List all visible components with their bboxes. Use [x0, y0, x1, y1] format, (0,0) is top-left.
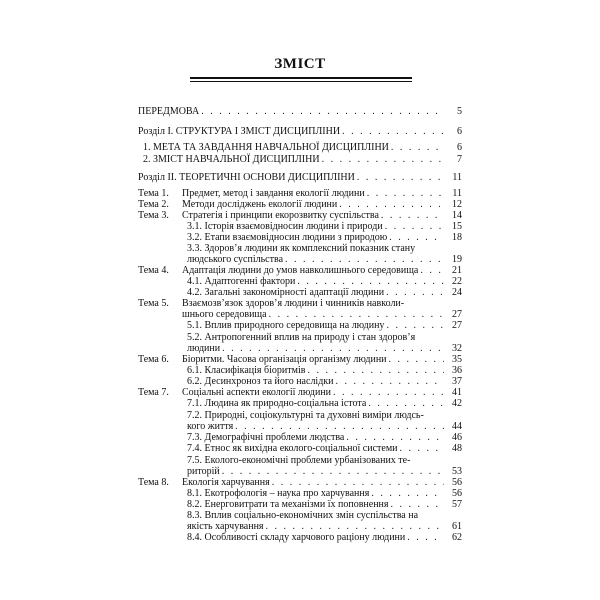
toc-entry-section-1[interactable]	[138, 127, 462, 138]
toc-entry-text: 3.1. Історія взаємовідносин людини і природи	[187, 221, 383, 232]
toc-entry-text: 7.1. Людина як природно-соціальна істота	[187, 398, 367, 409]
toc-entry-s1-item-2[interactable]	[143, 155, 462, 166]
toc-leader-dots	[387, 233, 444, 244]
toc-entry-text: 7.4. Етнос як вихідна еколого-соціальної системи	[187, 443, 398, 454]
toc-entry-text: 3.3. Здоров’я людини як комплексний показник стану	[187, 243, 416, 254]
toc-page-number: 11	[452, 172, 462, 183]
toc-page-number: 11	[452, 188, 462, 199]
toc-entry-section-2[interactable]	[138, 173, 462, 184]
toc-leader-dots	[418, 266, 444, 277]
toc-page-number: 6	[457, 142, 462, 153]
toc-entry-text: 6.1. Класифікація біоритмів	[187, 365, 306, 376]
toc-entry-t6-1[interactable]	[187, 366, 462, 377]
toc-leader-dots	[379, 211, 444, 222]
toc-leader-dots	[283, 255, 444, 266]
toc-page-number: 41	[452, 387, 462, 398]
toc-entry-text: 7.5. Еколого-економічні проблеми урбанізованих те-	[187, 455, 411, 466]
toc-entry-t4-1[interactable]	[187, 277, 462, 288]
toc-entry-topic-7[interactable]	[182, 388, 462, 399]
toc-entry-text: 4.2. Загальні закономірності адаптації людини	[187, 287, 385, 298]
toc-leader-dots	[334, 377, 444, 388]
toc-page-number: 35	[452, 354, 462, 365]
toc-entry-topic-2[interactable]	[182, 200, 462, 211]
toc-topic-prefix: Тема 1.	[138, 188, 169, 199]
toc-page-number: 36	[452, 365, 462, 376]
toc-entry-text: 8.4. Особливості складу харчового раціону людини	[187, 532, 406, 543]
toc-leader-dots	[366, 399, 444, 410]
toc-leader-dots	[220, 467, 444, 478]
toc-entry-text: ПЕРЕДМОВА	[138, 106, 200, 117]
toc-page-number: 62	[452, 532, 462, 543]
toc-page-number: 24	[452, 287, 462, 298]
toc-page-number: 6	[457, 126, 462, 137]
toc-entry-t4-2[interactable]	[187, 288, 462, 299]
toc-entry-t5-2[interactable]	[187, 333, 462, 354]
toc-entry-t8-1[interactable]	[187, 489, 462, 500]
toc-page-number: 56	[452, 477, 462, 488]
toc-page-number: 18	[452, 232, 462, 243]
toc-entry-text: 8.1. Екотрофологія – наука про харчування	[187, 488, 370, 499]
toc-entry-t6-2[interactable]	[187, 377, 462, 388]
toc-leader-dots	[387, 355, 444, 366]
toc-entry-text: 5.1. Вплив природного середовища на людину	[187, 320, 385, 331]
toc-leader-dots	[320, 155, 444, 166]
toc-entry-text: Екологія харчування	[182, 477, 270, 488]
toc-page-number: 32	[452, 342, 462, 354]
toc-entry-text: 8.3. Вплив соціально-економічних змін суспільства на	[187, 510, 419, 521]
toc-entry-text: 1. МЕТА ТА ЗАВДАННЯ НАВЧАЛЬНОЇ ДИСЦИПЛІНИ	[143, 142, 389, 153]
toc-entry-t3-1[interactable]	[187, 222, 462, 233]
toc-entry-t5-1[interactable]	[187, 321, 462, 332]
toc-entry-t3-3[interactable]	[187, 244, 462, 265]
toc-entry-topic-6[interactable]	[182, 355, 462, 366]
toc-leader-dots	[337, 200, 444, 211]
toc-entry-text-continued: шнього середовища	[182, 308, 267, 320]
toc-page-number: 27	[452, 308, 462, 320]
toc-entry-text: 7.3. Демографічні проблеми людства	[187, 432, 345, 443]
toc-leader-dots	[355, 173, 444, 184]
toc-topic-prefix: Тема 3.	[138, 210, 169, 221]
toc-topic-prefix: Тема 5.	[138, 298, 169, 309]
toc-entry-text: 5.2. Антропогенний вплив на природу і стан здоров’я	[187, 332, 416, 343]
toc-entry-text: Стратегія і принципи екорозвитку суспільства	[182, 210, 379, 221]
toc-leader-dots	[295, 277, 444, 288]
toc-page-number: 53	[452, 465, 462, 477]
toc-leader-dots	[270, 478, 444, 489]
toc-page-number: 46	[452, 432, 462, 443]
toc-page-number: 19	[452, 253, 462, 265]
toc-entry-t7-5[interactable]	[187, 456, 462, 477]
toc-entry-text: Методи досліджень екології людини	[182, 199, 338, 210]
toc-leader-dots	[305, 366, 444, 377]
toc-leader-dots	[340, 127, 444, 138]
toc-entry-topic-3[interactable]	[182, 211, 462, 222]
toc-leader-dots	[365, 189, 444, 200]
toc-leader-dots	[389, 500, 444, 511]
toc-entry-text: Соціальні аспекти екології людини	[182, 387, 332, 398]
toc-leader-dots	[233, 422, 444, 433]
toc-leader-dots	[383, 222, 444, 233]
toc-leader-dots	[220, 344, 444, 355]
toc-page-number: 14	[452, 210, 462, 221]
toc-entry-t3-2[interactable]	[187, 233, 462, 244]
toc-entry-t8-4[interactable]	[187, 533, 462, 544]
toc-leader-dots	[384, 321, 444, 332]
toc-entry-text-continued: людини	[187, 342, 221, 354]
toc-entry-text-continued: кого життя	[187, 420, 234, 432]
toc-page-number: 27	[452, 320, 462, 331]
toc-page-number: 5	[457, 106, 462, 117]
toc-page-number: 7	[457, 154, 462, 165]
toc-leader-dots	[331, 388, 444, 399]
toc-entry-text: Розділ II. ТЕОРЕТИЧНІ ОСНОВИ ДИСЦИПЛІНИ	[138, 172, 355, 183]
toc-entry-s1-item-1[interactable]	[143, 143, 462, 154]
toc-entry-text: Біоритми. Часова організація організму людини	[182, 354, 387, 365]
toc-entry-text-continued: риторій	[187, 465, 220, 477]
toc-entry-text: 4.1. Адаптогенні фактори	[187, 276, 296, 287]
toc-topic-prefix: Тема 8.	[138, 477, 169, 488]
toc-page-number: 44	[452, 420, 462, 432]
toc-entry-t8-2[interactable]	[187, 500, 462, 511]
toc-page-number: 21	[452, 265, 462, 276]
toc-entry-text-continued: людського суспільства	[187, 253, 284, 265]
toc-page-number: 48	[452, 443, 462, 454]
toc-page-number: 15	[452, 221, 462, 232]
toc-leader-dots	[369, 489, 444, 500]
toc-leader-dots	[267, 310, 444, 321]
toc-entry-topic-4[interactable]	[182, 266, 462, 277]
toc-entry-text: Розділ I. СТРУКТУРА І ЗМІСТ ДИСЦИПЛІНИ	[138, 126, 341, 137]
toc-page-number: 12	[452, 199, 462, 210]
toc-leader-dots	[389, 143, 444, 154]
toc-entry-t7-1[interactable]	[187, 399, 462, 410]
page-title: ЗМІСТ	[274, 56, 326, 72]
toc-entry-text-continued: якість харчування	[187, 520, 264, 532]
toc-entry-t7-4[interactable]	[187, 444, 462, 455]
toc-leader-dots	[405, 533, 444, 544]
toc-topic-prefix: Тема 6.	[138, 354, 169, 365]
toc-page-number: 57	[452, 499, 462, 510]
toc-entry-text: Предмет, метод і завдання екології людини	[182, 188, 365, 199]
toc-entry-text: 3.2. Етапи взаємовідносин людини з природою	[187, 232, 388, 243]
toc-leader-dots	[199, 107, 444, 118]
toc-topic-prefix: Тема 7.	[138, 387, 169, 398]
toc-entry-text: 2. ЗМІСТ НАВЧАЛЬНОЇ ДИСЦИПЛІНИ	[143, 154, 320, 165]
toc-topic-prefix: Тема 2.	[138, 199, 169, 210]
toc-page-number: 37	[452, 376, 462, 387]
toc-entry-t7-2[interactable]	[187, 411, 462, 432]
toc-entry-text: 8.2. Енерговитрати та механізми їх поповнення	[187, 499, 389, 510]
toc-topic-prefix: Тема 4.	[138, 265, 169, 276]
toc-entry-text: 6.2. Десинхроноз та його наслідки	[187, 376, 334, 387]
toc-page-number: 42	[452, 398, 462, 409]
toc-entry-topic-8[interactable]	[182, 478, 462, 489]
toc-entry-foreword[interactable]	[138, 107, 462, 118]
toc-entry-topic-5[interactable]	[182, 299, 462, 320]
toc-entry-text: Взаємозв’язок здоров’я людини і чинників навколи-	[182, 298, 405, 309]
toc-leader-dots	[264, 522, 444, 533]
toc-leader-dots	[344, 433, 444, 444]
toc-entry-text: 7.2. Природні, соціокультурні та духовні виміри людсь-	[187, 410, 424, 421]
toc-page-number: 56	[452, 488, 462, 499]
toc-page-number: 61	[452, 520, 462, 532]
toc-page-number: 22	[452, 276, 462, 287]
toc-entry-text: Адаптація людини до умов навколишнього середовища	[182, 265, 419, 276]
toc-entry-t7-3[interactable]	[187, 433, 462, 444]
toc-leader-dots	[384, 288, 444, 299]
toc-entry-t8-3[interactable]	[187, 511, 462, 532]
toc-leader-dots	[398, 444, 444, 455]
toc-entry-topic-1[interactable]	[182, 189, 462, 200]
